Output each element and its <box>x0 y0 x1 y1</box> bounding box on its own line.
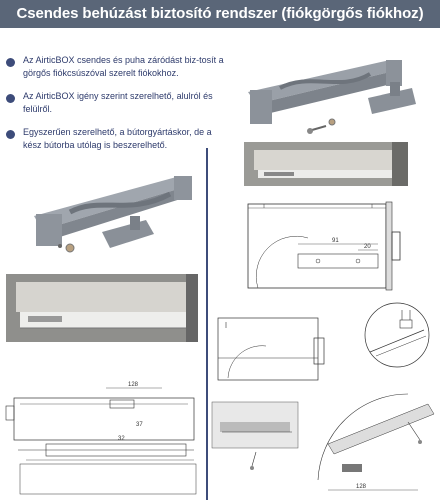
dimension-label: 20 <box>364 244 371 250</box>
dimension-label: 32 <box>118 436 125 442</box>
title-bar <box>0 0 440 28</box>
feature-text: Az AirticBOX csendes és puha záródást biz-tosít a görgős fiókcsúszóval szerelt fiókokhoz. <box>23 55 224 78</box>
detail-circle-drawing <box>362 300 432 370</box>
feature-item <box>6 90 228 116</box>
installation-drawing-right <box>308 380 438 496</box>
technical-drawing-bottom-left <box>6 376 202 496</box>
bullet-dot-icon <box>6 94 15 103</box>
installation-drawing-left <box>212 402 306 472</box>
bullet-dot-icon <box>6 58 15 67</box>
product-photo-small <box>240 52 436 142</box>
feature-item <box>6 54 228 80</box>
technical-drawing-top <box>248 198 408 298</box>
feature-list <box>6 54 228 162</box>
feature-text: Az AirticBOX igény szerint szerelhető, alulról és felülről. <box>23 91 213 114</box>
dimension-label: 91 <box>332 238 339 244</box>
technical-drawing-mid-left <box>218 318 328 384</box>
drawer-photo-top <box>244 142 408 186</box>
product-photo-large <box>30 172 210 262</box>
dimension-label: 128 <box>356 484 367 490</box>
drawer-photo-left <box>6 274 198 342</box>
page-title: Csendes behúzást biztosító rendszer (fiókgörgős fiókhoz) <box>16 5 424 22</box>
feature-text: Egyszerűen szerelhető, a bútorgyártáskor, de a kész bútorba utólag is beszerelhető. <box>23 127 212 150</box>
dimension-label: 37 <box>136 422 143 428</box>
feature-item <box>6 126 228 152</box>
dimension-label: 128 <box>128 382 139 388</box>
bullet-dot-icon <box>6 130 15 139</box>
